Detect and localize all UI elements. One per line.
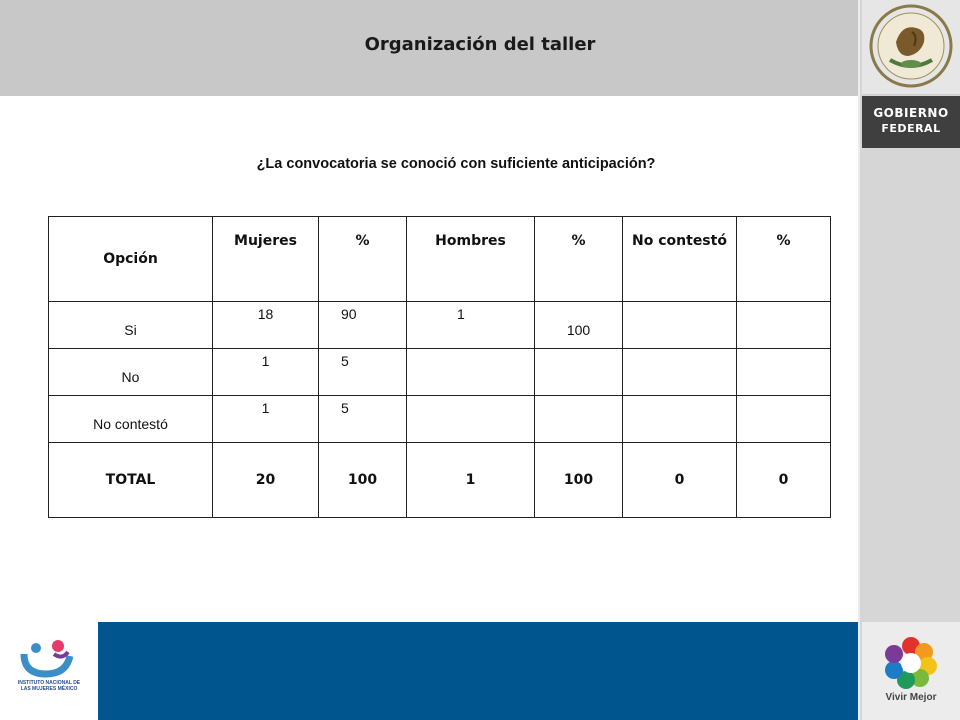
total-no-contesto-pct: 0 [737,443,831,518]
column-header-hombres: Hombres [407,217,535,302]
column-header-mujeres-pct: % [319,217,407,302]
cell-no-contesto-pct [737,396,831,443]
column-header-opcion: Opción [49,217,213,302]
cell-mujeres-pct: 5 [319,396,407,443]
cell-mujeres-pct: 90 [319,302,407,349]
eagle-seal-icon [868,2,954,90]
mexico-coat-of-arms [862,0,960,95]
cell-hombres-pct [535,349,623,396]
total-hombres: 1 [407,443,535,518]
results-table [48,216,831,518]
row-label: No contestó [49,396,213,443]
total-mujeres: 20 [213,443,319,518]
cell-mujeres: 1 [213,396,319,443]
table-row [49,396,831,443]
vivir-mejor-logo [862,622,960,720]
cell-no-contesto-pct [737,302,831,349]
cell-no-contesto [623,349,737,396]
slide-title: Organización del taller [364,34,596,55]
table-total-row [49,443,831,518]
table-row [49,302,831,349]
footer-band [98,622,858,720]
cell-mujeres-pct: 5 [319,349,407,396]
gobierno-federal-logo [862,96,960,148]
cell-hombres [407,349,535,396]
cell-mujeres: 1 [213,349,319,396]
federal-label: FEDERAL [881,122,941,135]
survey-question: ¿La convocatoria se conoció con suficiente anticipación? [256,156,656,172]
table-header-row [49,217,831,302]
vivir-mejor-label: Vivir Mejor [885,692,937,703]
cell-hombres-pct: 100 [535,302,623,349]
flower-icon [884,636,938,690]
row-label: Si [49,302,213,349]
column-header-hombres-pct: % [535,217,623,302]
column-header-no-contesto-pct: % [737,217,831,302]
column-header-no-contesto: No contestó [623,217,737,302]
table-row [49,349,831,396]
cell-hombres-pct [535,396,623,443]
inmujeres-logo [14,634,84,710]
cell-no-contesto [623,302,737,349]
panel-divider [858,0,860,720]
cell-hombres: 1 [407,302,535,349]
cell-hombres [407,396,535,443]
row-label: No [49,349,213,396]
total-label: TOTAL [49,443,213,518]
gobierno-label: GOBIERNO [873,106,949,120]
inmujeres-icon [14,634,84,680]
cell-no-contesto [623,396,737,443]
column-header-mujeres: Mujeres [213,217,319,302]
total-hombres-pct: 100 [535,443,623,518]
cell-mujeres: 18 [213,302,319,349]
inmujeres-caption: INSTITUTO NACIONAL DE LAS MUJERES MÉXICO [17,680,81,692]
total-no-contesto: 0 [623,443,737,518]
cell-no-contesto-pct [737,349,831,396]
total-mujeres-pct: 100 [319,443,407,518]
